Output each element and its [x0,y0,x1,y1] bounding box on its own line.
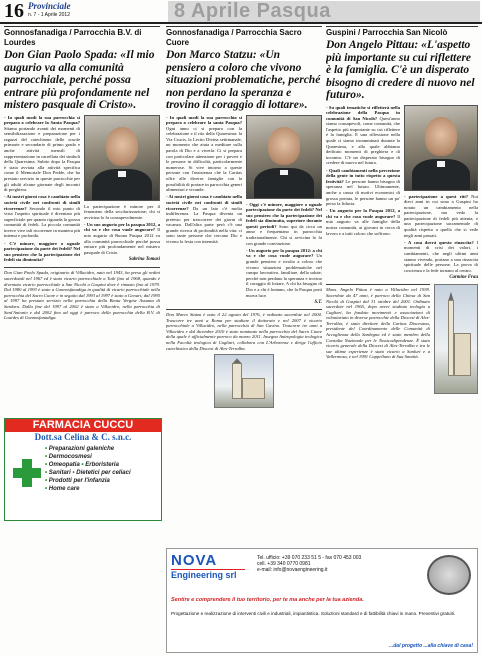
pharmacy-name: FARMACIA CUCCU [5,419,161,432]
article-body-right [404,105,478,282]
article-statzu [166,26,322,544]
pharmacy-advertisement[interactable] [4,418,162,521]
answer: Stiamo portando avanti dei momenti di sensibilizzazione e preparazione per i ragazzi del catechismo delle scuole primarie e secondarie di primo grado e anche attività mensili di rappresentazione in carrellata dei simboli della Quaresima. Subito dopo la Pasqua è stata avviata alla attività specifica come il Memoriale Don Pedde, che ha prestato servizio in queste parrocchie per gli adulti alcune giornate degli incontri di preghiera. [4,125,80,193]
answer: Le persone hanno bisogno di speranza nel futuro. Ultimamente, anche a causa di motivi economici di grossa portata, le persone hanno un po' perso la fiducia. [326,178,400,207]
question: - In quali modi la sua parrocchia si prepara a celebrare la Santa Pasqua? [4,114,80,126]
question: - A cosa dovrà questo rinascita? [404,239,474,245]
question: - Ai nostri giorni cosa è cambiato nella società civile nei confronti di simili ricorrenze? [4,194,80,211]
easter-banner: 8 Aprile Pasqua [168,1,480,22]
ad-slogan: Sentire e comprendere il tuo territorio, per te ma anche per la tua azienda. [171,597,364,603]
ad-tagline: ...dal progetto ...alla chiave di casa! [389,643,473,649]
signature: S.T. [314,299,322,305]
question: - Un augurio per la pasqua 2012: a chi va e che cosa vuole augurare? [246,247,322,259]
answer: Quest'anno siamo consapevoli, come comunità, che l'aspetto più importante su cui riflettere è la famiglia. E una riflessione nella quale ci siamo incamminati durante la Quaresima, e alla quale abbiamo dedicato momenti di preghiera e di incontro. C'è un disperato bisogno di credere di nuovo nel futuro. [326,115,400,166]
page-header [0,0,482,24]
nova-logo [171,553,245,593]
signature: Sabrina Tomasi [128,256,160,262]
signature: Carmine Frau [449,274,478,280]
question: - Quali cambiamenti nella percezione della gente in tutto rispetto a questa festività? [326,167,400,184]
section-label: Gonnosfanadiga / Parrocchia B.V. di Lourdes [4,26,160,48]
portrait-photo-spada [84,115,160,201]
article-body-right [84,115,160,265]
church-photo [214,354,274,408]
issue-date: n. 7 - 1 Aprile 2012 [28,12,70,18]
section-label: Gonnosfanadiga / Parrocchia Sacro Cuore [166,26,322,48]
question: - Un augurio per la Pasqua 2012, a chi va e che cosa vuole augurare? [326,208,400,219]
answer: I momenti di crisi dei valori, i cambiamenti, che negli ultimi anni stanno vivendo, portano a una rinascita spirituale delle persone. La prova di coscienza e la fede tornano al centro. [404,239,478,273]
service-item: • Prodotti per l'infanzia [45,478,110,484]
biography: Don Marco Statzu è nato il 22 agosto del 1976, è ordinato sacerdote nel 2004. Trascorre tre anni a Roma per studiare il dottorato e nel 2007 è vicario parrocchiale a Villacidro, nella parrocchia di San Gavino. Trascorre tre anni a Villacidro e dal dicembre 2010 è stato nominato nella parrocchia del Sacro Cuore della quale è ufficialmente parroco da marzo 2011. Insegna Antropologia teologica nella Facoltà teologica di Cagliari, collabora con L'Arborense e dirige l'ufficio catechistico della Diocesi di Ales-Terralba. [166,309,322,351]
service-item: • Sanitari • Dietetici per celiaci [45,470,131,476]
article-body-left [326,105,400,282]
question: - Su quali tematiche si rifletterà nella celebrazione della Pasqua in comunità di San Nicolò? [326,104,400,121]
service-item: • Omeopatia • Erboristeria [45,462,119,468]
pharmacy-owner: Dott.sa Celina & C. s.n.c. [34,432,132,442]
answer: Sono qui da circa un anno e frequentano in parrocchia tradizionalmente. Chi si avvicina lo fa con grande convinzione. [246,223,322,246]
answer: Il mio augurio va alle famiglie della nostra comunità, ai giovani in cerca di lavoro e a tutti coloro che soffrono. [326,213,400,236]
article-body-left [4,115,80,265]
nova-engineering-advertisement[interactable] [166,548,478,653]
article-body-left [166,115,242,307]
answer: Il mio augurio di Buona Pasqua 2012 va alla comunità parrocchiale perché possa entrare più profondamente nel mistero pasquale di Cristo. [84,227,160,255]
contact-info [257,555,361,573]
answer: Da un lato c'è molta indifferenza. La Pasqua diventa un pretesto per trascorrere dei giorni di vacanza. Dall'altra parte però c'è una grande ricerca di profondità nella vita: ci sono tante persone che cercano Dio e vivono la festa con intensità. [166,205,242,245]
biography: Mons. Angelo Pittau è nato a Villacidro nel 1939. Sacerdote da 47 anni, è parroco della Chiesa di San Nicolò di Guspini dal 31 ottobre del 2001. Ordinato sacerdote nel 1965, dopo avere studiato teologia a Cagliari, ha fondato movimenti e associazioni di volontariato in diverse parrocchie della Diocesi di Ales-Terralba; è stato direttore della Caritas Diocesana, presidente del Coordinamento delle Comunità di Accoglienza della Sardegna ed è stato membro della Consulta Nazionale per le Tossicodipendenze. È stato vicario generale della Diocesi di Ales-Terralba e tra le sue ultime esperienze è stato vicario a Sanluri e a Vallermosa, e nel 1991 Cappellano di Sua Santità. [326,284,430,394]
biography: Don Gian Paolo Spada, originario di Villacidro, nato nel 1943, ha preso gli ordini sacerdotali nel 1967 ed è stato vicario parrocchiale a Tuili fino al 1968, quando è diventato vicario parrocchiale a San Nicolò a Guspini dove è rimasto fino al 1979. Dal 1980 al 1993 è stato a Gonnosfanadiga in qualità di vicario parrocchiale nella parrocchia del Sacro Cuore e in seguito dal 1993 al 1997 è stato a Genuri; dal 1995 al 1997 ha prestato servizio nella parrocchia della Beata Vergine Assunta di Sardara. Dalla fine del 1997 al 2002 è stato a Villacidro, nella parrocchia di Sant'Antonio e dal 2002 fino ad oggi è parroco della parrocchia della B.V. di Lourdes di Gonnosfanadiga. [4,267,160,320]
phone: Tel. ufficio: +39 070 233 51 5 - fax 070 453 003 [257,555,362,561]
question: - Ai nostri giorni cosa è cambiato nella società civile nei confronti di simili ricorrenze? [166,194,242,211]
article-body-right [246,115,322,307]
article-spada [4,26,160,416]
ad-description: Progettazione e realizzazione di interventi civili e industriali, impiantistica. Soluzioni standard e di fattibilità chiavi in mano. Preventivi gratuiti. [171,611,456,616]
article-title: Don Angelo Pittau: «L'aspetto più importante su cui riflettere è la famiglia. C'è un disperato bisogno di credere di nuovo nel futuro». [326,39,475,101]
question: - partecipazione a quest riti? [404,193,468,199]
question: - C'è minore, maggiore o uguale partecipazione da parte dei fedeli? Nel suo pensiero che la partecipazione dei fedeli sia diminuita? [4,240,80,263]
section-label: Guspini / Parrocchia San Nicolò [326,26,478,38]
article-pittau [326,26,478,544]
service-item: • Preparazioni galeniche [45,446,115,452]
question: - Oggi c'è minore, maggiore o uguale partecipazione da parte dei fedeli? Nel suo pensiero che la partecipazione dei fedeli sia diminuita, superiore durante questi periodi? [246,201,322,229]
answer: Ogni anno ci si prepara con la celebrazione e il rito della Quaresima: la Via Crucis, la Lectio Divina settimanale, un momento che aiuta a meditare sulla parola di Dio e a viverla. Ci si prepara con particolare attenzione per i poveri e le persone in difficoltà, particolarmente numerose. Si vive intorno a queste persone con l'assistenza che la Caritas offre alle diverse famiglie con la possibilità di portare in parrocchia generi alimentari e vivande. [166,125,242,193]
question: - Un suo augurio per la pasqua 2012, a chi va e che cosa vuole augurare? [84,221,160,233]
answer: Secondo il mio punto di vista l'aspetto spirituale è diventato più superficiale per quanto riguarda la grossa comunità di fedeli. La piccola comunità invece vive tali ricorrenze in maniera più intensa e profonda. [4,205,80,239]
portrait-photo-statzu [246,115,322,199]
question: - In quali modi la sua parrocchia si prepara a celebrare la santa Pasqua? [166,114,242,126]
masthead: Provinciale [28,1,71,11]
pharmacy-cross-icon [13,459,41,487]
answer: Un grande pensiero e rivolto a coloro che vivono situazioni problematiche nel campo lavorativo, familiare, della salute, perché non perdano la speranza e trovino il coraggio di lottare. A chi ha bisogno di Dio e a chi è lontano, che la Pasqua porti nuova luce. [246,253,322,298]
service-item: • Dermocosmesi [45,454,92,460]
answer: La partecipazione è minore per il fenomeno della secolarizzazione; chi si avvicina lo fa consapevolmente. [84,203,160,220]
article-title: Don Marco Statzu: «Un pensiero a coloro che vivono situazioni problematiche, perché non perdano la speranza e trovino il coraggio di lottare». [166,49,321,111]
answer: Noi dieci anni in cui sono a Guspini ho notato un cambiamento nella partecipazione, ma vedo la partecipazione di fedeli più attenta, e una partecipazione sacramentale di qualità rispetto a quella che si vede negli anni passati. [404,193,478,238]
article-title: Don Gian Paolo Spada: «Il mio augurio va alla comunità parrocchiale, perché possa entrare più profondamente nel mistero pasquale di Cristo». [4,49,155,111]
church-photo [434,284,478,394]
brand-name: NOVA [171,552,218,569]
brand-sub: Engineering srl [171,569,245,580]
email: e-mail: info@novaengineering.it [257,567,328,573]
mobile: cell. +39 340 0770 0981 [257,561,311,567]
service-item: • Home care [45,486,80,492]
page-number: 16 [4,0,24,22]
portrait-photo-pittau [404,105,478,191]
satellite-dish-icon [427,555,471,595]
